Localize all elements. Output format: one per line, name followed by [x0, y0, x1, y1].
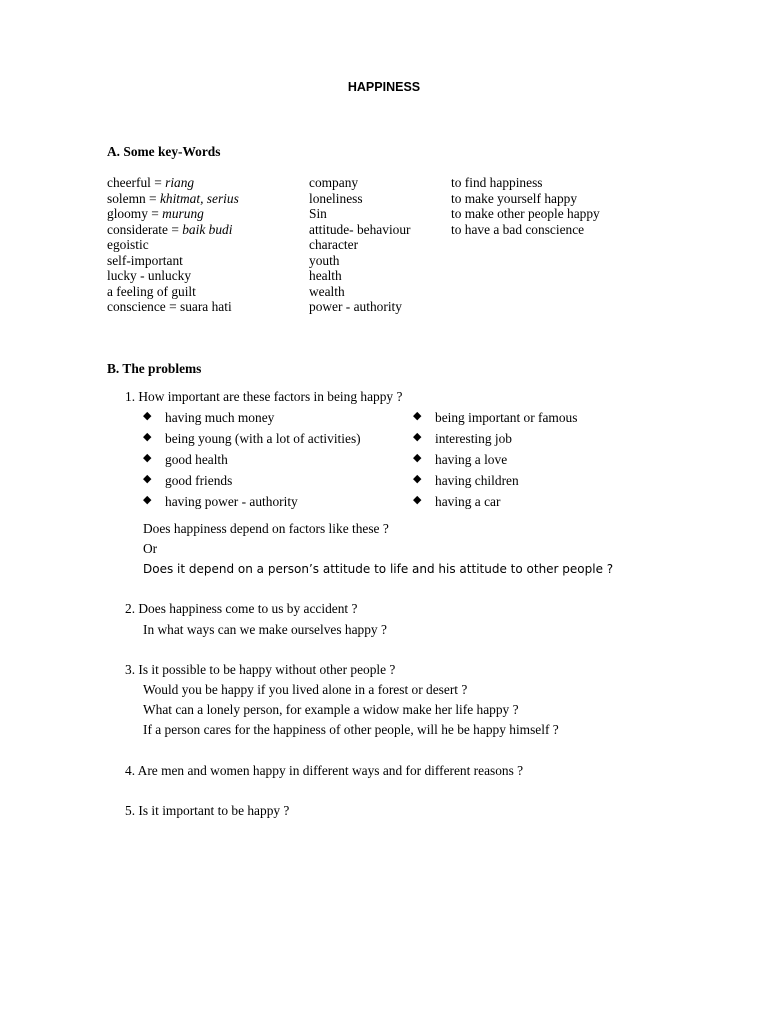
keyword-item: self-important	[107, 252, 183, 268]
question-3: 3. Is it possible to be happy without other people ?	[125, 662, 396, 677]
diamond-bullet-icon: ◆	[413, 431, 422, 443]
keyword-item: youth	[309, 252, 340, 268]
keyword-item: loneliness	[309, 190, 363, 206]
keyword-item: Sin	[309, 206, 327, 221]
page-title: HAPPINESS	[347, 80, 421, 94]
keyword-item: power - authority	[309, 299, 402, 314]
keywords-column-2	[309, 176, 411, 316]
keyword-item: health	[309, 268, 342, 283]
keyword-item: character	[309, 237, 359, 252]
keyword-item: wealth	[309, 283, 345, 299]
keyword-item: gloomy = murung	[107, 206, 204, 221]
diamond-bullet-icon: ◆	[413, 452, 422, 464]
followup-line: In what ways can we make ourselves happy ?	[143, 622, 387, 637]
followup-line: Or	[143, 541, 158, 556]
followup-line: Would you be happy if you lived alone in a forest or desert ?	[143, 682, 468, 697]
diamond-bullet-icon: ◆	[143, 452, 152, 464]
keyword-item: to make yourself happy	[451, 190, 578, 206]
section-a-heading: A. Some key-Words	[107, 144, 221, 159]
diamond-bullet-icon: ◆	[143, 494, 152, 506]
question-2: 2. Does happiness come to us by accident ?	[125, 601, 358, 616]
question-4: 4. Are men and women happy in different ways and for different reasons ?	[125, 763, 524, 778]
diamond-bullet-icon: ◆	[143, 410, 152, 422]
keyword-item: to have a bad conscience	[451, 221, 585, 237]
followup-line: If a person cares for the happiness of other people, will he be happy himself ?	[143, 722, 559, 737]
question-1: 1. How important are these factors in being happy ?	[125, 389, 403, 404]
diamond-bullet-icon: ◆	[413, 494, 422, 506]
keyword-item: a feeling of guilt	[107, 283, 196, 299]
keyword-item: egoistic	[107, 237, 149, 252]
keywords-column-1	[107, 176, 239, 316]
keyword-item: conscience = suara hati	[107, 299, 232, 314]
keyword-item: attitude- behaviour	[309, 221, 411, 237]
diamond-bullet-icon: ◆	[143, 431, 152, 443]
keyword-item: cheerful = riang	[107, 175, 195, 190]
keyword-item: lucky - unlucky	[107, 268, 192, 283]
followup-line: What can a lonely person, for example a widow make her life happy ?	[143, 702, 519, 717]
keyword-item: to find happiness	[451, 175, 543, 190]
question-5: 5. Is it important to be happy ?	[125, 803, 290, 818]
keyword-item: considerate = baik budi	[107, 221, 233, 237]
followup-line: Does it depend on a person’s attitude to life and his attitude to other people ?	[143, 562, 614, 576]
section-b-heading: B. The problems	[107, 361, 202, 376]
diamond-bullet-icon: ◆	[413, 473, 422, 485]
keyword-item: solemn = khitmat, serius	[107, 190, 239, 206]
keyword-item: company	[309, 175, 359, 190]
keyword-item: to make other people happy	[451, 206, 600, 221]
followup-line: Does happiness depend on factors like these ?	[143, 521, 389, 536]
keywords-column-3	[451, 176, 600, 238]
diamond-bullet-icon: ◆	[143, 473, 152, 485]
diamond-bullet-icon: ◆	[413, 410, 422, 422]
